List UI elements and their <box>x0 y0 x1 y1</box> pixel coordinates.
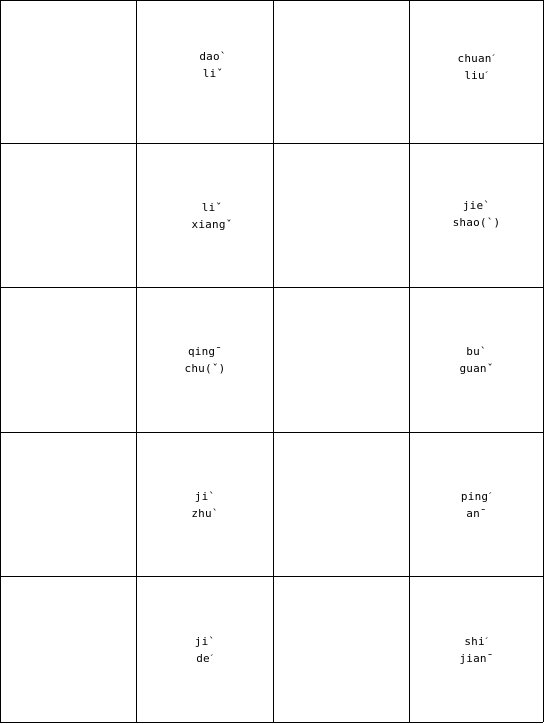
grid-cell <box>410 433 543 576</box>
pinyin-syllable: deˊ <box>196 651 214 665</box>
grid-cell <box>410 144 543 287</box>
pinyin-syllable: pingˊ <box>460 489 493 503</box>
pinyin-syllable: chu(ˇ) <box>184 362 226 375</box>
pinyin-syllable: zhu` <box>191 506 219 520</box>
pinyin-syllable: ji` <box>194 634 216 648</box>
grid-column-divider <box>273 0 274 722</box>
grid-cell <box>137 577 273 722</box>
grid-cell <box>410 577 543 722</box>
grid-left-border <box>0 0 1 722</box>
pinyin-syllable: jie` <box>462 198 491 212</box>
pinyin-syllable: dao` <box>199 50 227 63</box>
grid-cell <box>410 288 543 432</box>
pinyin-syllable: chuanˊ <box>457 52 496 65</box>
pinyin-syllable: guanˇ <box>459 362 494 375</box>
pinyin-syllable: jian¯ <box>459 651 494 665</box>
grid-cell <box>137 288 273 432</box>
grid-cell <box>410 1 543 143</box>
grid-cell <box>137 433 273 576</box>
grid-cell <box>137 144 273 287</box>
pinyin-syllable: liˇ <box>202 67 224 80</box>
pinyin-syllable: shiˊ <box>464 634 489 648</box>
grid-bottom-border <box>0 722 543 723</box>
pinyin-syllable: an¯ <box>466 506 487 520</box>
grid-cell <box>137 1 273 143</box>
pinyin-syllable: ji` <box>194 489 216 503</box>
pinyin-syllable: liˇ <box>201 200 223 214</box>
pinyin-syllable: bu` <box>466 345 487 358</box>
pinyin-syllable: xiangˇ <box>191 217 233 231</box>
pinyin-syllable: shao(`) <box>452 215 501 229</box>
pinyin-syllable: qing¯ <box>187 345 223 358</box>
pinyin-syllable: liuˊ <box>464 69 489 82</box>
